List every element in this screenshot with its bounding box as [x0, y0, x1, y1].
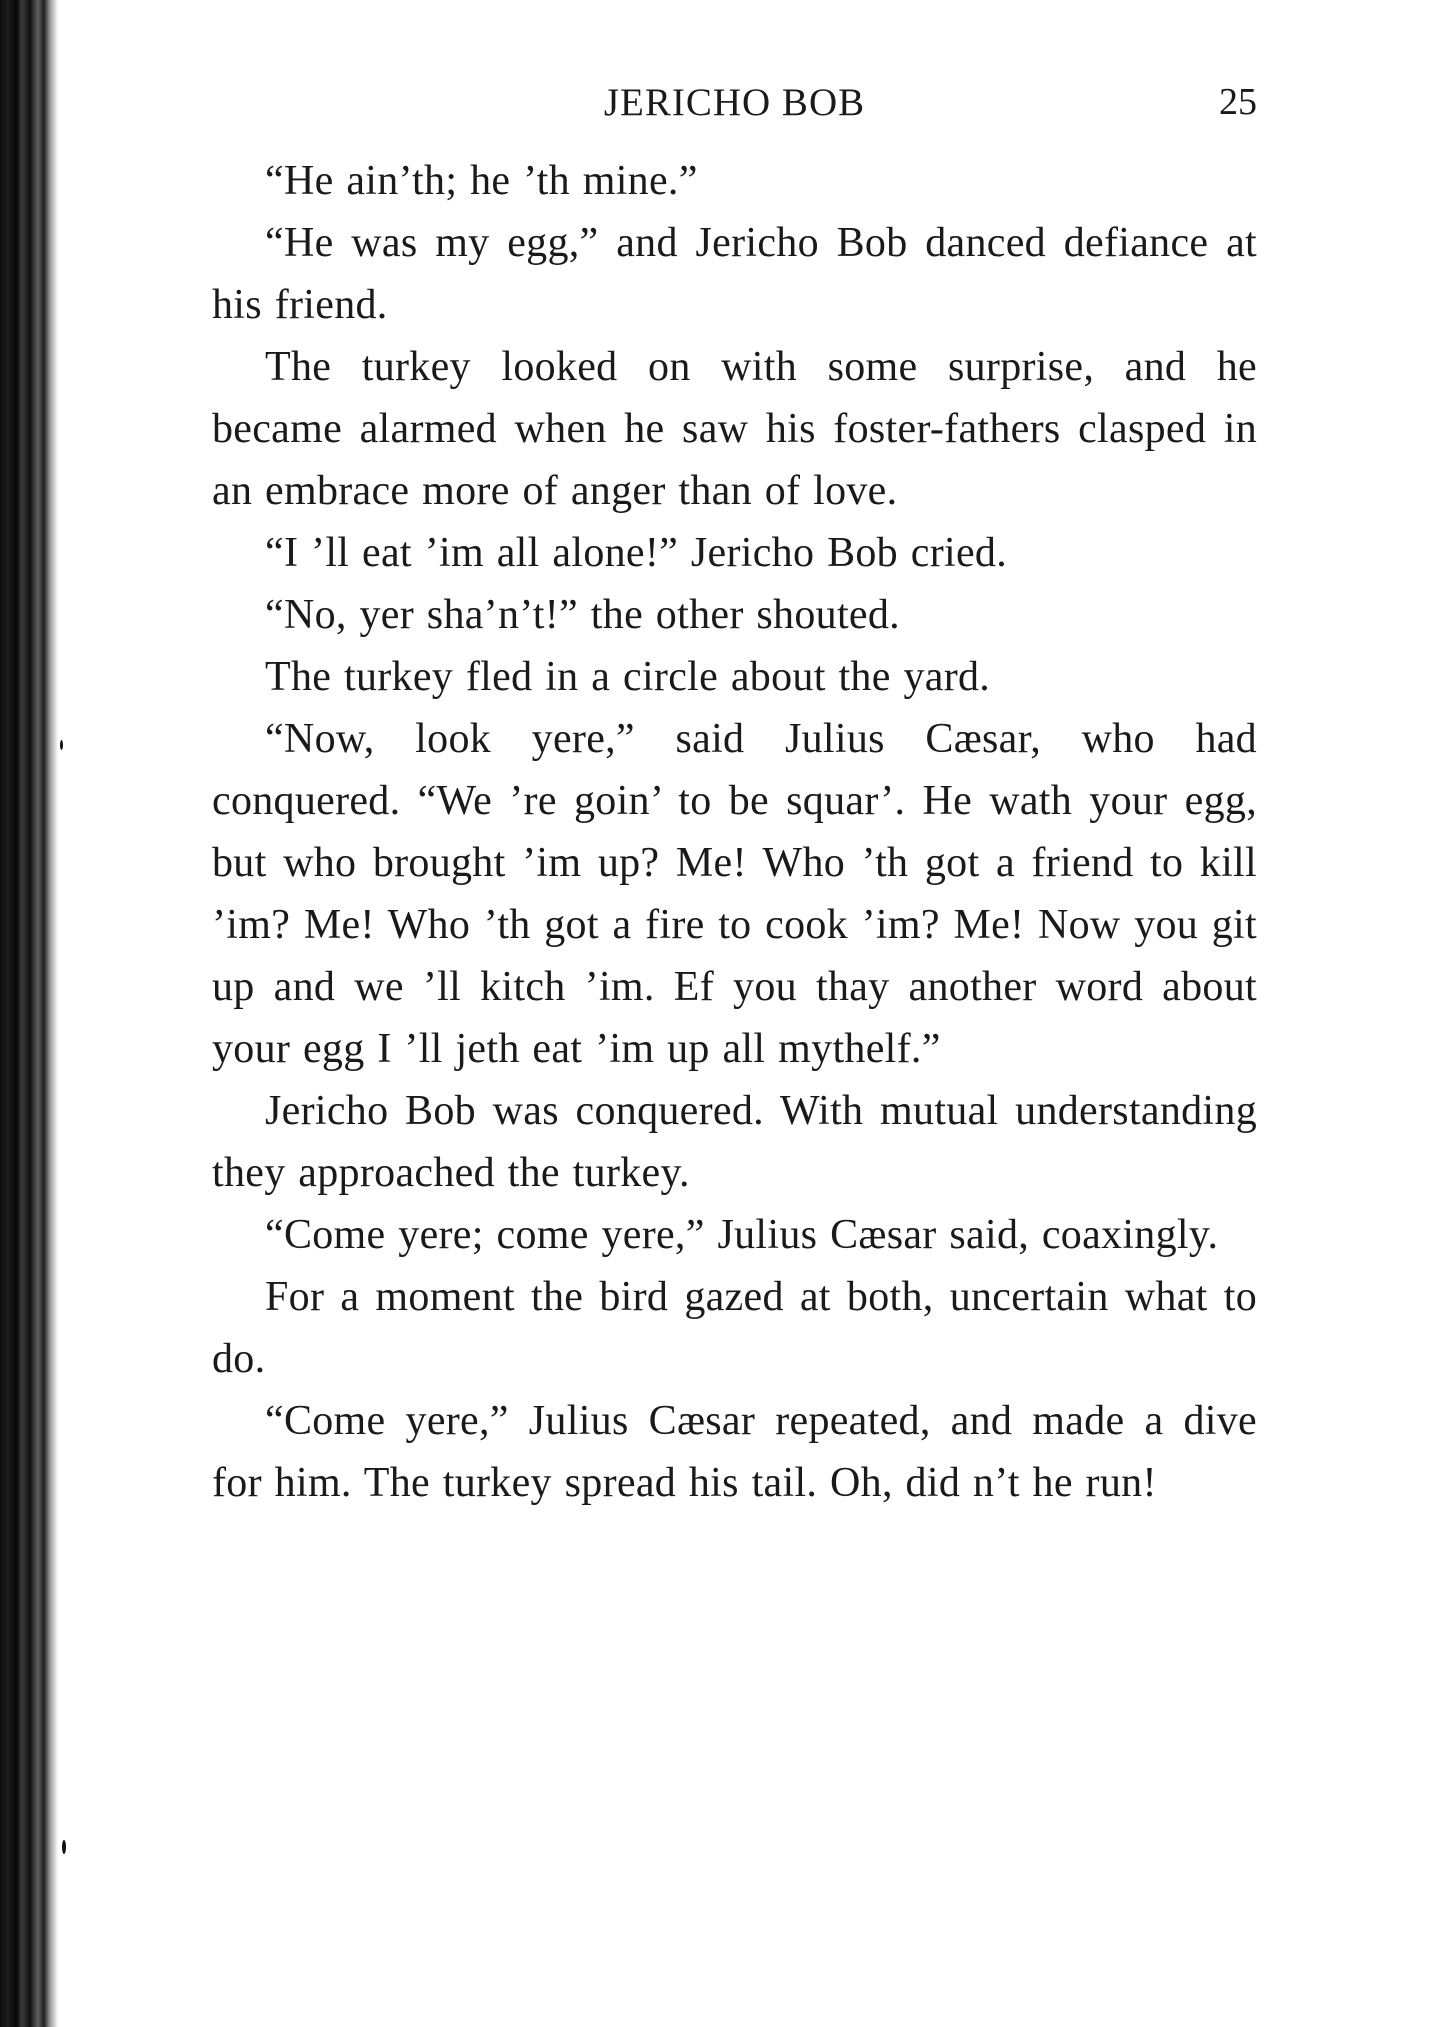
- binding-speck: [60, 740, 63, 750]
- paragraph-2: “He was my egg,” and Jericho Bob danced defiance at his friend.: [212, 220, 1257, 328]
- binding-speck: [62, 1840, 66, 1854]
- paragraph-6: The turkey fled in a circle about the yard.: [265, 654, 991, 700]
- page-number: 25: [1219, 81, 1257, 123]
- paragraph-4: “I ’ll eat ’im all alone!” Jericho Bob cried.: [265, 530, 1008, 576]
- paragraph-1: “He ain’th; he ’th mine.”: [265, 158, 698, 204]
- paragraph-8: Jericho Bob was conquered. With mutual understanding they approached the turkey.: [212, 1088, 1257, 1196]
- paragraph-7: “Now, look yere,” said Julius Cæsar, who had conquered. “We ’re goin’ to be squar’. He wath your egg, but who brought ’im up? Me! Who ’th got a friend to kill ’im? Me! Who ’th got a fire to cook ’im? Me! Now you git up and we ’ll kitch ’im. Ef you thay another word about your egg I ’ll jeth eat ’im up all mythelf.”: [212, 716, 1257, 1072]
- paragraph-3: The turkey looked on with some surprise, and he became alarmed when he saw his foster-fathers clasped in an embrace more of anger than of love.: [212, 344, 1257, 514]
- book-page: [212, 70, 1257, 1514]
- paragraph-10: For a moment the bird gazed at both, uncertain what to do.: [212, 1274, 1257, 1382]
- paragraph-5: “No, yer sha’n’t!” the other shouted.: [265, 592, 900, 638]
- book-binding-edge: [0, 0, 58, 2027]
- running-title: JERICHO BOB: [603, 81, 866, 124]
- paragraph-11: “Come yere,” Julius Cæsar repeated, and made a dive for him. The turkey spread his tail. Oh, did n’t he run!: [212, 1398, 1257, 1506]
- running-head: [212, 70, 1257, 138]
- paragraph-9: “Come yere; come yere,” Julius Cæsar said, coaxingly.: [265, 1212, 1219, 1258]
- page-body: [212, 150, 1257, 1514]
